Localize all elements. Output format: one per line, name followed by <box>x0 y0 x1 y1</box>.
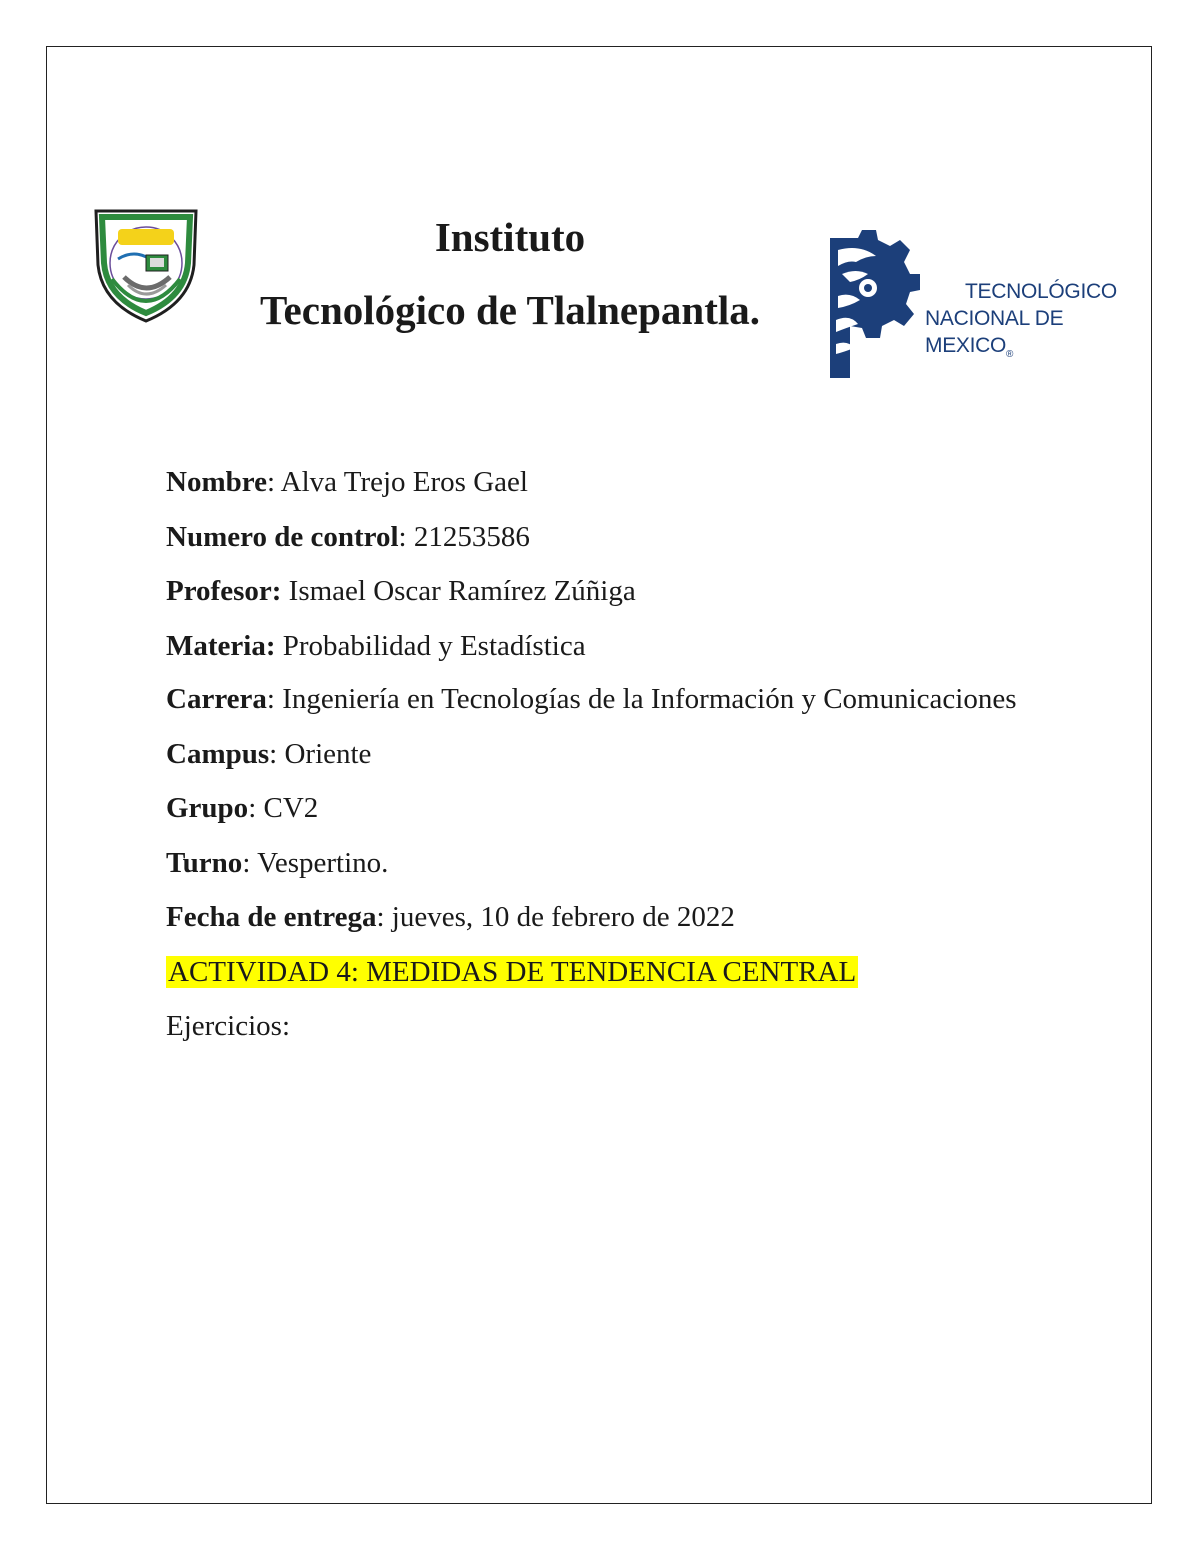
field-profesor <box>166 571 1032 611</box>
field-label: Grupo <box>166 792 249 824</box>
field-turno <box>166 843 1032 883</box>
field-grupo <box>166 788 1032 828</box>
field-value: : Ingeniería en Tecnologías de la Información y Comunicaciones <box>266 683 1017 715</box>
field-value: : Oriente <box>269 737 372 770</box>
title-line-2: Tecnológico de Tlalnepantla. <box>259 287 761 333</box>
field-value: Ismael Oscar Ramírez Zúñiga <box>281 575 636 607</box>
field-label: Campus <box>166 737 270 770</box>
field-value: : Vespertino. <box>242 846 389 879</box>
institute-title <box>215 208 805 339</box>
field-value: : jueves, 10 de febrero de 2022 <box>376 901 735 933</box>
title-line-1: Instituto <box>434 214 586 260</box>
field-label: Numero de control <box>166 520 399 553</box>
field-campus <box>166 734 1032 774</box>
field-nombre <box>166 462 1032 502</box>
tecnm-wordmark <box>925 278 1140 368</box>
field-value: : 21253586 <box>398 520 530 553</box>
field-materia <box>166 626 1032 666</box>
tecnm-text-line-2 <box>925 305 1140 368</box>
field-label: Profesor: <box>166 575 282 607</box>
activity-title: ACTIVIDAD 4: MEDIDAS DE TENDENCIA CENTRAL <box>168 955 857 988</box>
field-value: : CV2 <box>248 792 319 824</box>
ejercicios-heading: Ejercicios: <box>166 1010 291 1042</box>
field-label: Turno <box>166 846 243 879</box>
field-carrera <box>166 680 1032 719</box>
field-value: Probabilidad y Estadística <box>275 629 586 662</box>
field-label: Materia: <box>166 629 276 662</box>
itt-shield-logo <box>90 205 202 325</box>
field-value: : Alva Trejo Eros Gael <box>266 466 528 498</box>
field-fecha-de-entrega <box>166 897 1032 937</box>
student-info <box>166 462 1032 1061</box>
field-label: Nombre <box>166 466 267 498</box>
tecnm-text-line-2-main: NACIONAL DE MEXICO <box>925 307 1064 357</box>
tecnm-gear-eagle-logo <box>820 230 920 378</box>
field-label: Fecha de entrega <box>166 901 377 933</box>
field-numero-de-control <box>166 517 1032 557</box>
document-header <box>0 0 1200 400</box>
field-label: Carrera <box>166 683 267 715</box>
tecnm-registered-mark: ® <box>1006 349 1014 361</box>
tecnm-text-line-1: TECNOLÓGICO <box>965 280 1117 303</box>
activity-title-row <box>166 952 1032 992</box>
